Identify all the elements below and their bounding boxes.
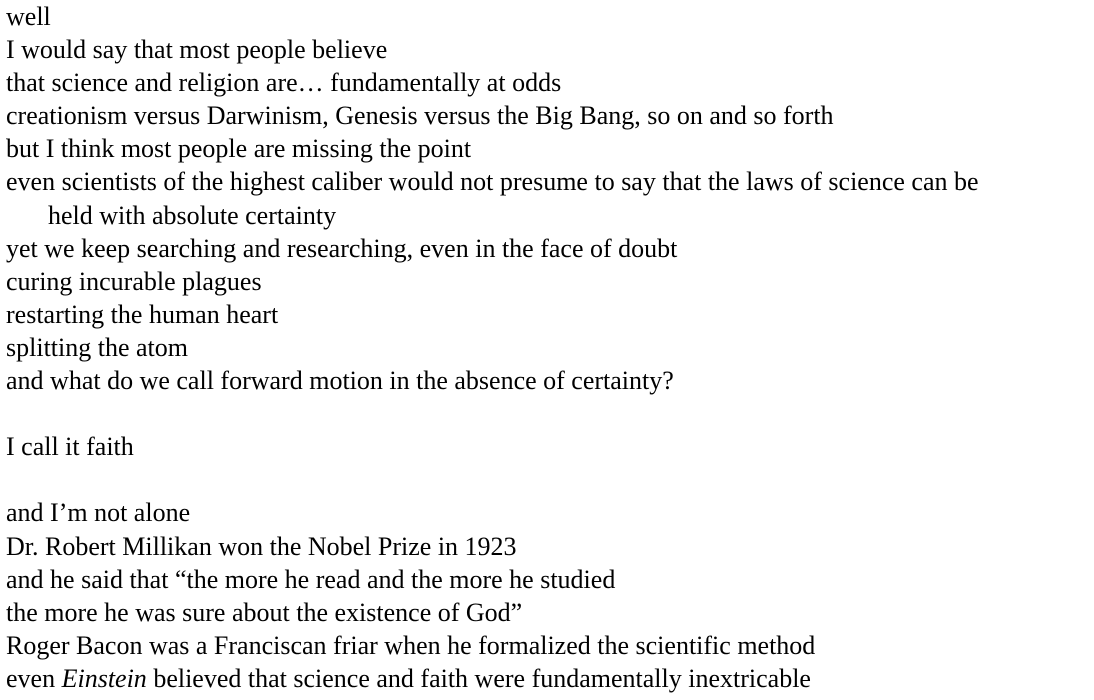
text-line: and what do we call forward motion in the absence of certainty? [6,366,674,396]
text-line-continuation: held with absolute certainty [48,200,337,230]
text-line: but I think most people are missing the point [6,134,472,164]
text-line: and he said that “the more he read and the more he studied [6,564,616,594]
text-line: yet we keep searching and researching, even in the face of doubt [6,233,678,263]
text-line: Roger Bacon was a Franciscan friar when he formalized the scientific method [6,630,816,660]
text-line: that science and religion are… fundamentally at odds [6,68,562,98]
text-line-last [6,662,1094,695]
text-line: I call it faith [6,432,134,462]
text-line: the more he was sure about the existence of God” [6,597,523,627]
text-line: Dr. Robert Millikan won the Nobel Prize in 1923 [6,531,517,561]
text-line: splitting the atom [6,332,188,362]
text-line: and I’m not alone [6,498,191,528]
text-line: even scientists of the highest caliber would not presume to say that the laws of science can be [6,167,979,197]
text-line: creationism versus Darwinism, Genesis versus the Big Bang, so on and so forth [6,101,834,131]
emphasized-name: Einstein [61,663,147,693]
text-line: restarting the human heart [6,299,279,329]
text-segment: even [6,663,62,693]
text-line: curing incurable plagues [6,266,262,296]
text-line: I would say that most people believe [6,35,388,65]
text-line: well [6,2,51,31]
blank-line [6,397,1094,430]
blank-line [6,463,1094,496]
text-segment: believed that science and faith were fundamentally inextricable [146,663,811,693]
